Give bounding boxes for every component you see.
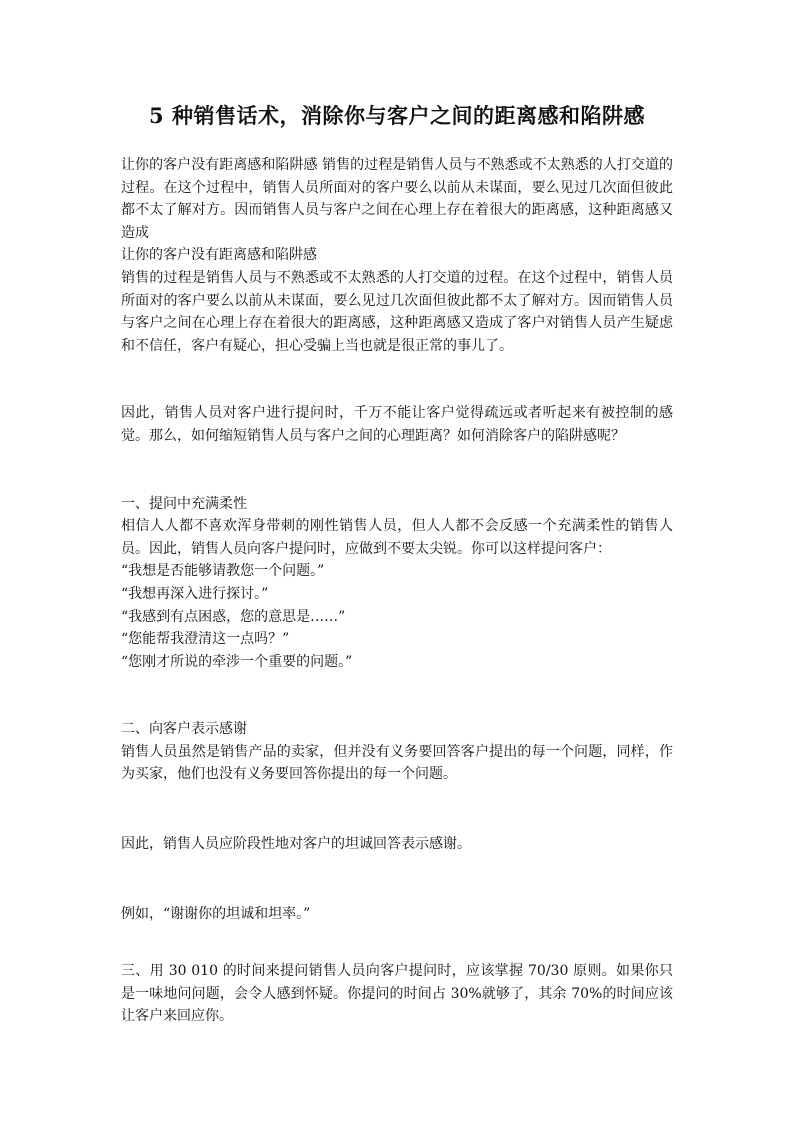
document-body [121,154,673,1028]
quote-line: “我想是否能够请教您一个问题。” [121,563,325,580]
spacer [121,856,673,903]
spacer [121,448,673,493]
body-paragraph: 因此，销售人员应阶段性地对客户的坦诚回答表示感谢。 [121,836,471,853]
section-heading-2: 二、向客户表示感谢 [121,721,247,738]
spacer [121,357,673,402]
section-heading-3: 三、用 30 010 的时间来提问销售人员向客户提问时，应该掌握 70/30 原则。如果你只是一味地问问题，会令人感到怀疑。你提问的时间占 30%就够了，其余 70%的时间应该让客户来回应你。 [121,963,673,1025]
spacer [121,786,673,833]
body-paragraph: 相信人人都不喜欢浑身带刺的刚性销售人员，但人人都不会反感一个充满柔性的销售人员。因此，销售人员向客户提问时，应做到不要太尖锐。你可以这样提问客户： [121,518,673,557]
spacer [121,925,673,960]
body-paragraph: 销售的过程是销售人员与不熟悉或不太熟悉的人打交道的过程。在这个过程中，销售人员所面对的客户要么以前从未谋面，要么见过几次面但彼此都不太了解对方。因而销售人员与客户之间在心理上存在着很大的距离感，这种距离感又造成了客户对销售人员产生疑虑和不信任，客户有疑心，担心受骗上当也就是很正常的事儿了。 [121,269,673,354]
body-paragraph: 销售人员虽然是销售产品的卖家，但并没有义务要回答客户提出的每一个问题，同样，作为买家，他们也没有义务要回答你提出的每一个问题。 [121,743,673,783]
intro-paragraph: 让你的客户没有距离感和陷阱感 销售的过程是销售人员与不熟悉或不太熟悉的人打交道的过程。在这个过程中，销售人员所面对的客户要么以前从未谋面，要么见过几次面但彼此都不太了解对方。因而销售人员与客户之间在心理上存在着很大的距离感，这种距离感又造成 [121,157,673,241]
subheading-paragraph: 让你的客户没有距离感和陷阱感 [121,247,317,264]
body-paragraph: 例如，“谢谢你的坦诚和坦率。” [121,905,311,922]
body-paragraph: 因此，销售人员对客户进行提问时，千万不能让客户觉得疏远或者听起来有被控制的感觉。那么，如何缩短销售人员与客户之间的心理距离？如何消除客户的陷阱感呢？ [121,405,673,444]
quote-line: “您能帮我澄清这一点吗？” [121,631,290,648]
quote-line: “您刚才所说的牵涉一个重要的问题。” [121,653,353,670]
spacer [121,673,673,718]
quote-line: “我感到有点困惑，您的意思是……” [121,608,346,625]
section-heading-1: 一、提问中充满柔性 [121,495,247,512]
quote-line: “我想再深入进行探讨。” [121,585,269,602]
document-title: 5 种销售话术，消除你与客户之间的距离感和陷阱感 [149,103,645,128]
